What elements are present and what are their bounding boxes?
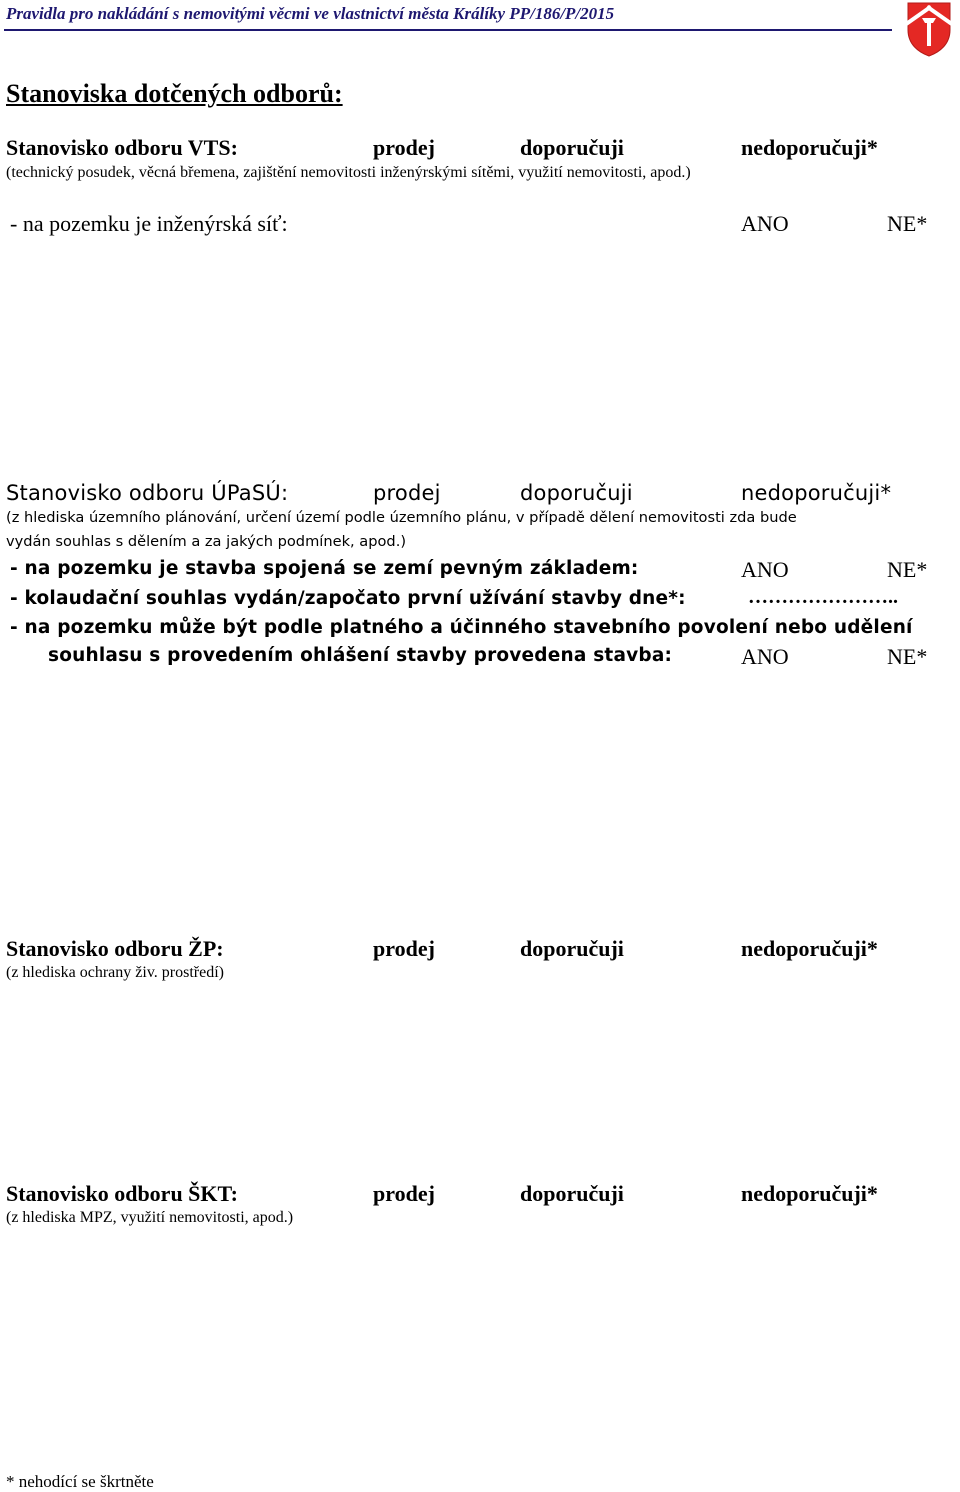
vts-option-doporucuji: doporučuji <box>520 135 624 160</box>
upasu-note-line1: (z hlediska územního plánování, určení území podle územního plánu, v případě dělení nemovitosti zda bude <box>6 509 797 526</box>
header-rule <box>4 29 892 31</box>
upasu-q3-no: NE* <box>887 644 928 669</box>
skt-label: Stanovisko odboru ŠKT: <box>6 1181 238 1206</box>
document-title: Pravidla pro nakládání s nemovitými věcmi ve vlastnictví města Králíky PP/186/P/2015 <box>6 4 615 23</box>
upasu-option-doporucuji: doporučuji <box>520 481 633 505</box>
upasu-question-building: - na pozemku je stavba spojená se zemí pevným základem: <box>10 558 639 579</box>
upasu-q1-no: NE* <box>887 557 928 582</box>
upasu-question-approval: - kolaudační souhlas vydán/započato první užívání stavby dne*: <box>10 588 686 609</box>
upasu-q1-yes: ANO <box>741 557 789 582</box>
vts-question-network: - na pozemku je inženýrská síť: <box>10 211 288 236</box>
zp-note: (z hlediska ochrany živ. prostředí) <box>6 964 224 981</box>
upasu-option-prodej: prodej <box>373 481 441 505</box>
zp-label: Stanovisko odboru ŽP: <box>6 936 224 961</box>
skt-note: (z hlediska MPZ, využití nemovitosti, apod.) <box>6 1209 294 1226</box>
skt-option-doporucuji: doporučuji <box>520 1181 624 1206</box>
upasu-label: Stanovisko odboru ÚPaSÚ: <box>6 481 289 505</box>
zp-option-nedoporucuji: nedoporučuji* <box>741 936 878 961</box>
section-heading: Stanoviska dotčených odborů: <box>6 79 343 108</box>
vts-option-prodej: prodej <box>373 135 435 160</box>
upasu-approval-date-blank: ………………….. <box>748 586 898 608</box>
zp-option-doporucuji: doporučuji <box>520 936 624 961</box>
upasu-question-permit-line1: - na pozemku může být podle platného a účinného stavebního povolení nebo udělení <box>10 617 913 638</box>
vts-answer-yes: ANO <box>741 211 789 236</box>
vts-option-nedoporucuji: nedoporučuji* <box>741 135 878 160</box>
vts-note: (technický posudek, věcná břemena, zajištění nemovitosti inženýrskými sítěmi, využití nemovitosti, apod.) <box>6 164 691 181</box>
upasu-q3-yes: ANO <box>741 644 789 669</box>
upasu-note-line2: vydán souhlas s dělením a za jakých podmínek, apod.) <box>6 533 407 550</box>
vts-label: Stanovisko odboru VTS: <box>6 135 238 160</box>
vts-answer-no: NE* <box>887 211 928 236</box>
coat-of-arms-icon <box>900 0 958 58</box>
footnote: * nehodící se škrtněte <box>6 1472 154 1491</box>
upasu-option-nedoporucuji: nedoporučuji* <box>741 481 892 505</box>
skt-option-prodej: prodej <box>373 1181 435 1206</box>
skt-option-nedoporucuji: nedoporučuji* <box>741 1181 878 1206</box>
page-header <box>0 0 960 60</box>
upasu-question-permit-line2: souhlasu s provedením ohlášení stavby provedena stavba: <box>48 645 673 666</box>
zp-option-prodej: prodej <box>373 936 435 961</box>
